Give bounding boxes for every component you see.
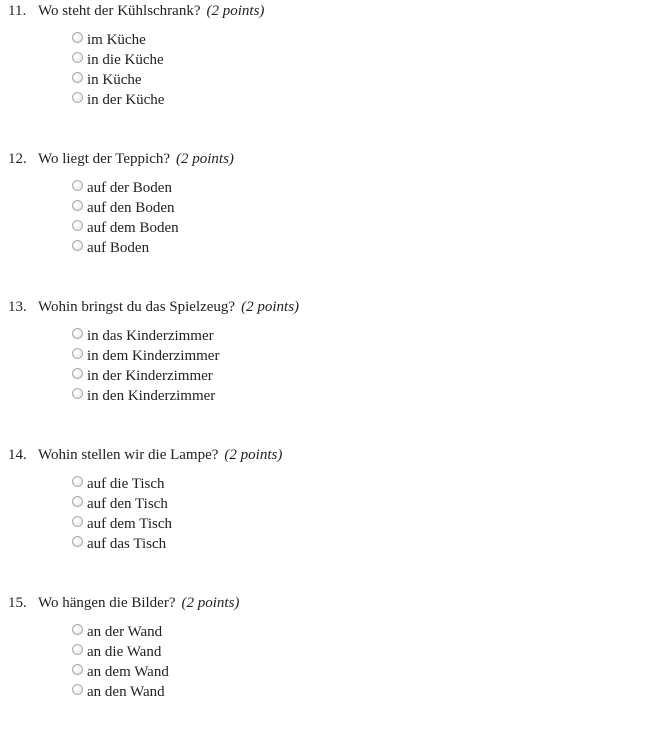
answer-option[interactable] [72, 238, 179, 258]
option-label[interactable]: in Küche [87, 72, 142, 88]
option-label[interactable]: auf dem Tisch [87, 516, 173, 532]
answer-option[interactable] [72, 70, 164, 90]
radio-button[interactable] [72, 388, 83, 399]
option-label[interactable]: im Küche [87, 32, 146, 48]
radio-button[interactable] [72, 516, 83, 527]
question-15 [0, 592, 660, 732]
question-14 [0, 444, 660, 584]
option-label[interactable]: auf den Boden [87, 200, 175, 216]
option-label[interactable]: in das Kinderzimmer [87, 328, 214, 344]
answer-option[interactable] [72, 30, 164, 50]
radio-button[interactable] [72, 220, 83, 231]
option-label[interactable]: auf der Boden [87, 180, 172, 196]
option-label[interactable]: auf Boden [87, 240, 150, 256]
radio-button[interactable] [72, 476, 83, 487]
question-text: Wo hängen die Bilder? [38, 595, 176, 611]
question-text: Wo liegt der Teppich? [38, 151, 171, 167]
radio-button[interactable] [72, 624, 83, 635]
radio-button[interactable] [72, 496, 83, 507]
answer-option[interactable] [72, 218, 179, 238]
radio-button[interactable] [72, 328, 83, 339]
option-label[interactable]: in dem Kinderzimmer [87, 348, 220, 364]
option-label[interactable]: an die Wand [87, 644, 162, 660]
option-label[interactable]: in die Küche [87, 52, 164, 68]
answer-option[interactable] [72, 346, 219, 366]
answer-option[interactable] [72, 326, 219, 346]
radio-button[interactable] [72, 52, 83, 63]
question-12 [0, 148, 660, 288]
answer-option[interactable] [72, 622, 169, 642]
question-header [8, 2, 264, 20]
answer-options [72, 30, 164, 110]
question-header [8, 446, 282, 464]
question-header [8, 150, 234, 168]
option-label[interactable]: auf dem Boden [87, 220, 179, 236]
question-points: (2 points) [206, 3, 265, 19]
question-text: Wo steht der Kühlschrank? [38, 3, 201, 19]
answer-option[interactable] [72, 514, 172, 534]
radio-button[interactable] [72, 72, 83, 83]
question-text: Wohin bringst du das Spielzeug? [38, 299, 236, 315]
radio-button[interactable] [72, 368, 83, 379]
option-label[interactable]: auf das Tisch [87, 536, 167, 552]
answer-option[interactable] [72, 494, 172, 514]
option-label[interactable]: auf die Tisch [87, 476, 165, 492]
answer-option[interactable] [72, 50, 164, 70]
question-header [8, 298, 299, 316]
radio-button[interactable] [72, 200, 83, 211]
radio-button[interactable] [72, 644, 83, 655]
radio-button[interactable] [72, 536, 83, 547]
answer-option[interactable] [72, 534, 172, 554]
radio-button[interactable] [72, 180, 83, 191]
option-label[interactable]: in der Kinderzimmer [87, 368, 213, 384]
question-header [8, 594, 239, 612]
radio-button[interactable] [72, 32, 83, 43]
answer-option[interactable] [72, 642, 169, 662]
question-points: (2 points) [224, 447, 283, 463]
answer-option[interactable] [72, 366, 219, 386]
option-label[interactable]: in den Kinderzimmer [87, 388, 216, 404]
radio-button[interactable] [72, 92, 83, 103]
question-number: 15. [8, 595, 27, 611]
radio-button[interactable] [72, 684, 83, 695]
answer-option[interactable] [72, 386, 219, 406]
question-11 [0, 0, 660, 140]
radio-button[interactable] [72, 348, 83, 359]
question-number: 13. [8, 299, 27, 315]
option-label[interactable]: in der Küche [87, 92, 165, 108]
question-number: 14. [8, 447, 27, 463]
answer-option[interactable] [72, 178, 179, 198]
answer-option[interactable] [72, 682, 169, 702]
answer-option[interactable] [72, 90, 164, 110]
question-number: 11. [8, 3, 27, 19]
option-label[interactable]: an den Wand [87, 684, 165, 700]
answer-options [72, 474, 172, 554]
answer-options [72, 622, 169, 702]
answer-option[interactable] [72, 662, 169, 682]
answer-options [72, 326, 219, 406]
option-label[interactable]: an dem Wand [87, 664, 169, 680]
question-number: 12. [8, 151, 27, 167]
option-label[interactable]: an der Wand [87, 624, 163, 640]
option-label[interactable]: auf den Tisch [87, 496, 168, 512]
question-points: (2 points) [241, 299, 300, 315]
question-points: (2 points) [176, 151, 234, 167]
answer-option[interactable] [72, 198, 179, 218]
radio-button[interactable] [72, 240, 83, 251]
answer-options [72, 178, 179, 258]
question-text: Wohin stellen wir die Lampe? [38, 447, 219, 463]
question-points: (2 points) [181, 595, 240, 611]
radio-button[interactable] [72, 664, 83, 675]
question-13 [0, 296, 660, 436]
answer-option[interactable] [72, 474, 172, 494]
